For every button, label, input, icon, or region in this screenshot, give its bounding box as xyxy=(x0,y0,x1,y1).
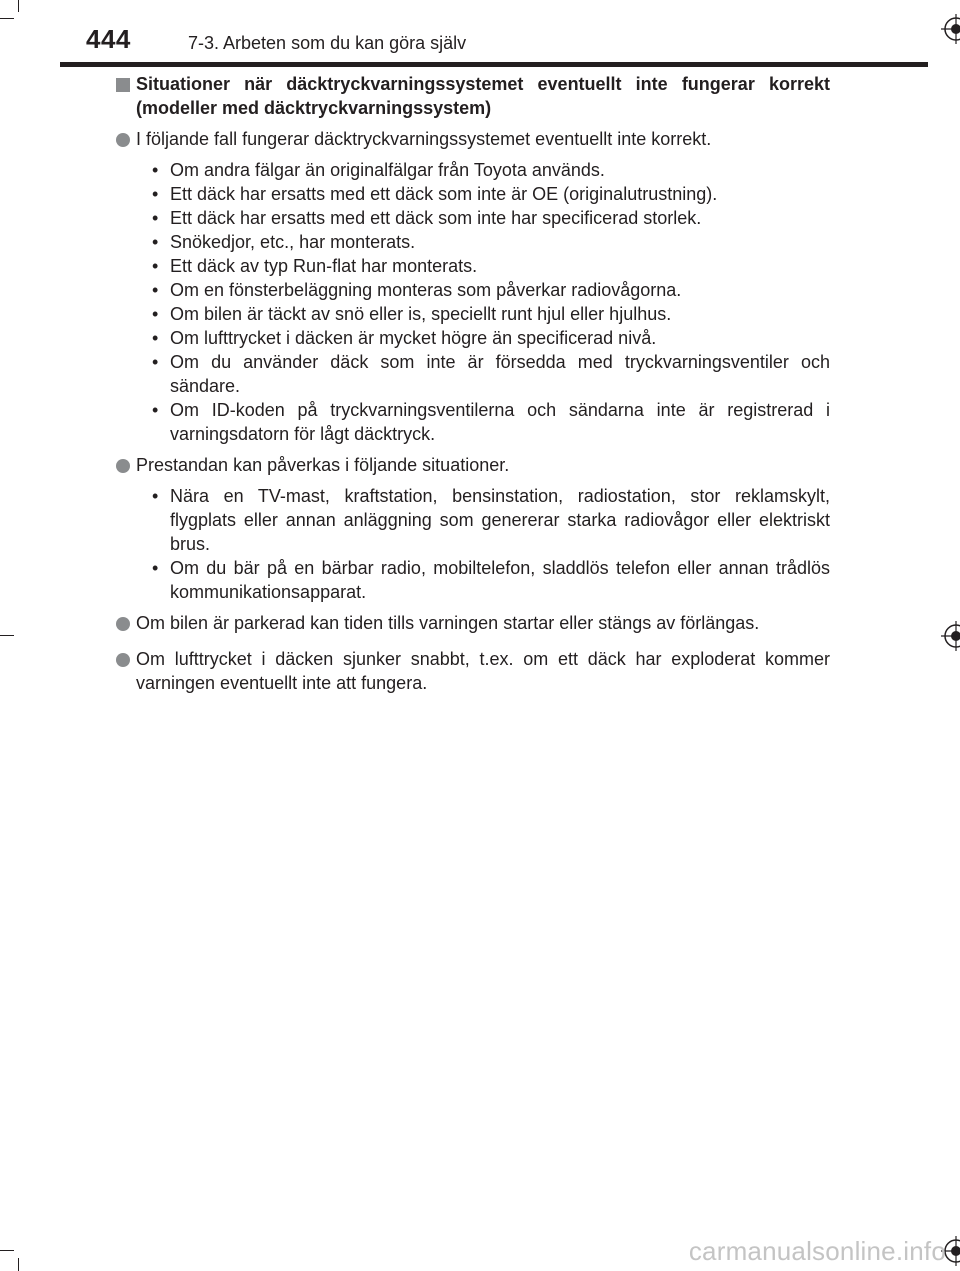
list-item: • Ett däck av typ Run-flat har monterats. xyxy=(148,254,830,278)
bullet-paragraph xyxy=(110,647,830,695)
bullet-paragraph xyxy=(110,453,830,477)
list-item: • Om en fönsterbeläggning monteras som påverkar radiovågorna. xyxy=(148,278,830,302)
crop-mark xyxy=(0,635,14,636)
sub-list xyxy=(110,158,830,446)
bullet-paragraph xyxy=(110,611,830,635)
list-item: • Om bilen är täckt av snö eller is, speciellt runt hjul eller hjulhus. xyxy=(148,302,830,326)
paragraph-text: Prestandan kan påverkas i följande situationer. xyxy=(136,455,510,475)
circle-bullet-icon xyxy=(116,133,130,147)
registration-mark-icon xyxy=(941,621,960,651)
circle-bullet-icon xyxy=(116,617,130,631)
crop-mark xyxy=(0,18,14,19)
list-item: • Om lufttrycket i däcken är mycket högre än specificerad nivå. xyxy=(148,326,830,350)
page-number: 444 xyxy=(86,24,131,54)
list-item: • Nära en TV-mast, kraftstation, bensinstation, radiostation, stor reklamskylt, flygplats eller annan anläggning som genererar starka radiovågor eller elektriskt brus. xyxy=(148,484,830,556)
list-item: • Om andra fälgar än originalfälgar från Toyota används. xyxy=(148,158,830,182)
crop-mark xyxy=(18,0,19,12)
section-heading xyxy=(110,72,830,120)
list-item: • Ett däck har ersatts med ett däck som inte är OE (originalutrustning). xyxy=(148,182,830,206)
list-item: • Om du bär på en bärbar radio, mobiltelefon, sladdlös telefon eller annan trådlös kommunikationsapparat. xyxy=(148,556,830,604)
registration-mark-icon xyxy=(941,14,960,44)
chapter-title: 7-3. Arbeten som du kan göra själv xyxy=(188,33,467,53)
header-rule xyxy=(60,62,928,67)
paragraph-text: Om lufttrycket i däcken sjunker snabbt, t.ex. om ett däck har exploderat kommer varningen eventuellt inte att fungera. xyxy=(136,649,830,693)
crop-mark xyxy=(18,1258,19,1271)
sub-list xyxy=(110,484,830,604)
list-item: • Snökedjor, etc., har monterats. xyxy=(148,230,830,254)
watermark: carmanualsonline.info xyxy=(688,1236,946,1266)
section-heading-text: Situationer när däcktryckvarningssystemet eventuellt inte fungerar korrekt (modeller med däcktryckvarningssystem) xyxy=(136,74,830,118)
list-item: • Om ID-koden på tryckvarningsventilerna och sändarna inte är registrerad i varningsdatorn för lågt däcktryck. xyxy=(148,398,830,446)
paragraph-text: Om bilen är parkerad kan tiden tills varningen startar eller stängs av förlängas. xyxy=(136,613,760,633)
bullet-paragraph xyxy=(110,127,830,151)
list-item: • Ett däck har ersatts med ett däck som inte har specificerad storlek. xyxy=(148,206,830,230)
list-item: • Om du använder däck som inte är försedda med tryckvarningsventiler och sändare. xyxy=(148,350,830,398)
section-content xyxy=(110,72,830,695)
square-bullet-icon xyxy=(116,78,130,92)
circle-bullet-icon xyxy=(116,653,130,667)
paragraph-text: I följande fall fungerar däcktryckvarningssystemet eventuellt inte korrekt. xyxy=(136,129,712,149)
crop-mark xyxy=(0,1250,14,1251)
circle-bullet-icon xyxy=(116,459,130,473)
